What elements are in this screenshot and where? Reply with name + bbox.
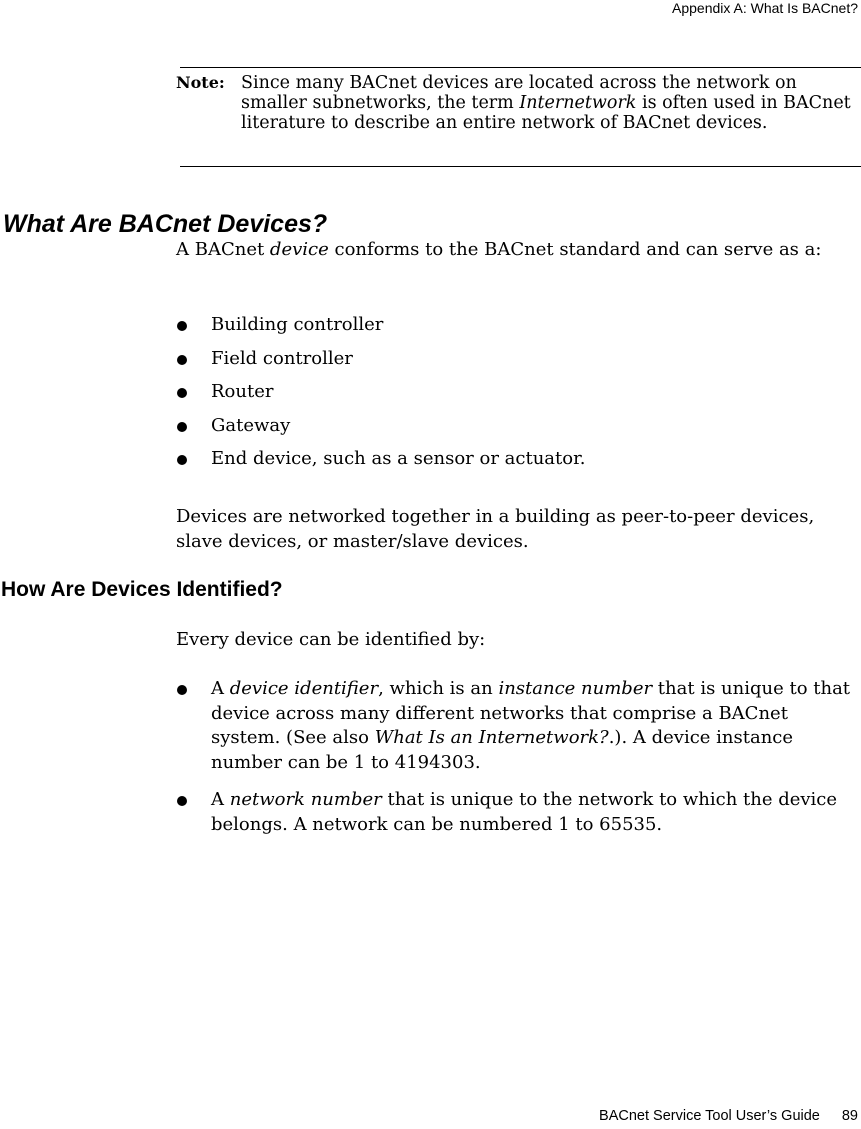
footer-guide-title: BACnet Service Tool User’s Guide (599, 1108, 820, 1124)
list-item-label: Field controller (211, 347, 353, 369)
page-footer (599, 1107, 858, 1125)
device-type-list (176, 313, 861, 481)
note-text-2: is often used in BACnet literature to describe an entire network of BACnet devices. (241, 93, 851, 133)
identified-intro: Every device can be identified by: (176, 629, 486, 650)
note-term: Internetwork (519, 93, 637, 113)
list-item-label: Gateway (211, 414, 291, 436)
note-text (241, 73, 856, 133)
bullet-icon (177, 321, 187, 331)
device-identifier-term: device identifier (229, 678, 379, 699)
devices-intro-1: A BACnet (176, 239, 270, 260)
devices-intro (176, 238, 861, 263)
devices-closing: Devices are networked together in a building as peer-to-peer devices, slave devices, or master/slave devices. (176, 506, 815, 552)
bullet-icon (177, 355, 187, 365)
list-item (176, 313, 861, 347)
item-2-b: that is unique to the network to which the device belongs. A network can be numbered 1 to 65535. (211, 789, 838, 835)
running-header: Appendix A: What Is BACnet? (672, 0, 858, 16)
bullet-icon (177, 685, 187, 695)
bullet-icon (177, 422, 187, 432)
note-box (176, 73, 856, 133)
instance-number-term: instance number (498, 678, 653, 699)
device-term: device (269, 239, 329, 260)
devices-intro-2: conforms to the BACnet standard and can serve as a: (328, 239, 822, 260)
list-item (176, 788, 861, 837)
list-item-label: End device, such as a sensor or actuator. (211, 448, 586, 469)
section-heading-devices: What Are BACnet Devices? (3, 210, 328, 238)
bullet-icon (177, 796, 187, 806)
list-item (176, 380, 861, 414)
item-1-d: .). A device instance number can be 1 to 4194303. (211, 727, 794, 773)
list-item (176, 447, 861, 481)
bullet-icon (177, 388, 187, 398)
item-1-c: that is unique to that device across many different networks that comprise a BACnet system. (See also (211, 678, 851, 748)
note-text-1: Since many BACnet devices are located across the network on smaller subnetworks, the term (241, 73, 797, 113)
identifier-list (176, 677, 861, 837)
item-2-a: A (211, 789, 230, 810)
note-bottom-rule (180, 166, 861, 167)
list-item (176, 414, 861, 448)
page-number: 89 (841, 1108, 858, 1124)
list-item-label: Router (211, 381, 274, 402)
note-label: Note: (176, 73, 225, 92)
list-item-label: Building controller (211, 314, 384, 335)
section-heading-identified: How Are Devices Identified? (1, 578, 283, 601)
network-number-term: network number (229, 789, 382, 810)
item-1-b: , which is an (378, 678, 499, 699)
internetwork-xref[interactable]: What Is an Internetwork? (374, 727, 609, 748)
note-top-rule (180, 67, 861, 68)
bullet-icon (177, 455, 187, 465)
list-item (176, 677, 861, 775)
list-item (176, 347, 861, 381)
item-1-a: A (211, 678, 230, 699)
